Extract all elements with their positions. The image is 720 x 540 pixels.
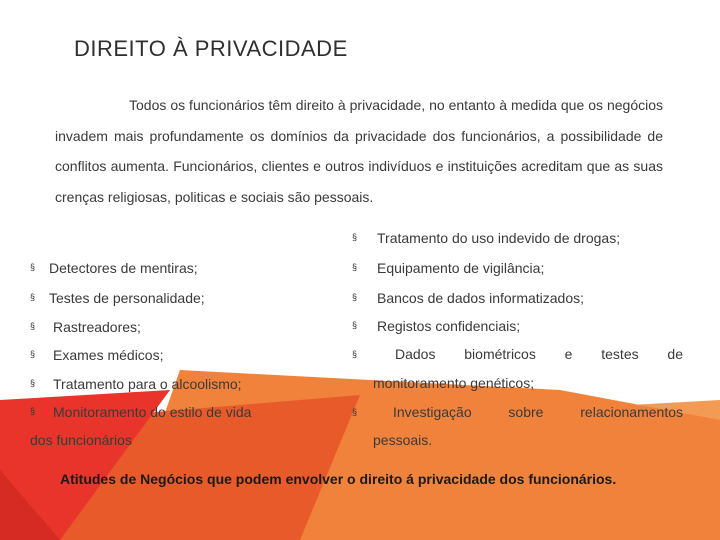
right-list-item-biometrics: Dados biométricos e testes de [395,346,683,362]
bullet-icon: § [352,292,358,302]
right-list-item-continuation: monitoramento genéticos; [373,375,535,391]
bullet-icon: § [352,262,358,272]
left-list-item: Exames médicos; [53,347,164,363]
bullet-icon: § [352,232,358,242]
right-list-item-relationships: Investigação sobre relacionamentos [393,404,683,420]
intro-rest: os negócios invadem mais profundamente os domínios da privacidade dos funcionários, a possibilidade de conflitos aumenta. Funcionários, clientes e outros indivíduos e instituições acreditam que as suas crenças religiosas, politicas e sociais são pessoais. [55,97,664,205]
left-list-item: Detectores de mentiras; [49,260,198,276]
bullet-icon: § [30,262,36,272]
bullet-icon: § [352,407,358,417]
intro-line-1: Todos os funcionários têm direito à privacidade, no entanto à medida que [129,97,585,113]
left-list-item-continuation: dos funcionários [30,432,132,448]
left-list-item: Rastreadores; [53,319,141,335]
slide-title: DIREITO À PRIVACIDADE [74,36,348,61]
left-list-item: Monitoramento do estilo de vida [53,404,252,420]
right-list-item-continuation: pessoais. [373,432,433,448]
bullet-icon: § [30,349,36,359]
bullet-icon: § [352,320,358,330]
right-list-item: Bancos de dados informatizados; [377,290,585,306]
bullet-icon: § [30,378,36,388]
right-list-item: Equipamento de vigilância; [377,260,545,276]
footer-caption: Atitudes de Negócios que podem envolver o direito á privacidade dos funcionários. [60,471,617,487]
right-list-item: Registos confidenciais; [377,318,521,334]
bullet-icon: § [30,321,36,331]
bullet-icon: § [352,349,358,359]
bullet-icon: § [30,292,36,302]
left-list-item: Tratamento para o alcoolismo; [53,376,242,392]
left-list-item: Testes de personalidade; [49,290,205,306]
bullet-icon: § [30,406,36,416]
intro-paragraph [55,90,663,212]
right-list-item: Tratamento do uso indevido de drogas; [377,230,621,246]
